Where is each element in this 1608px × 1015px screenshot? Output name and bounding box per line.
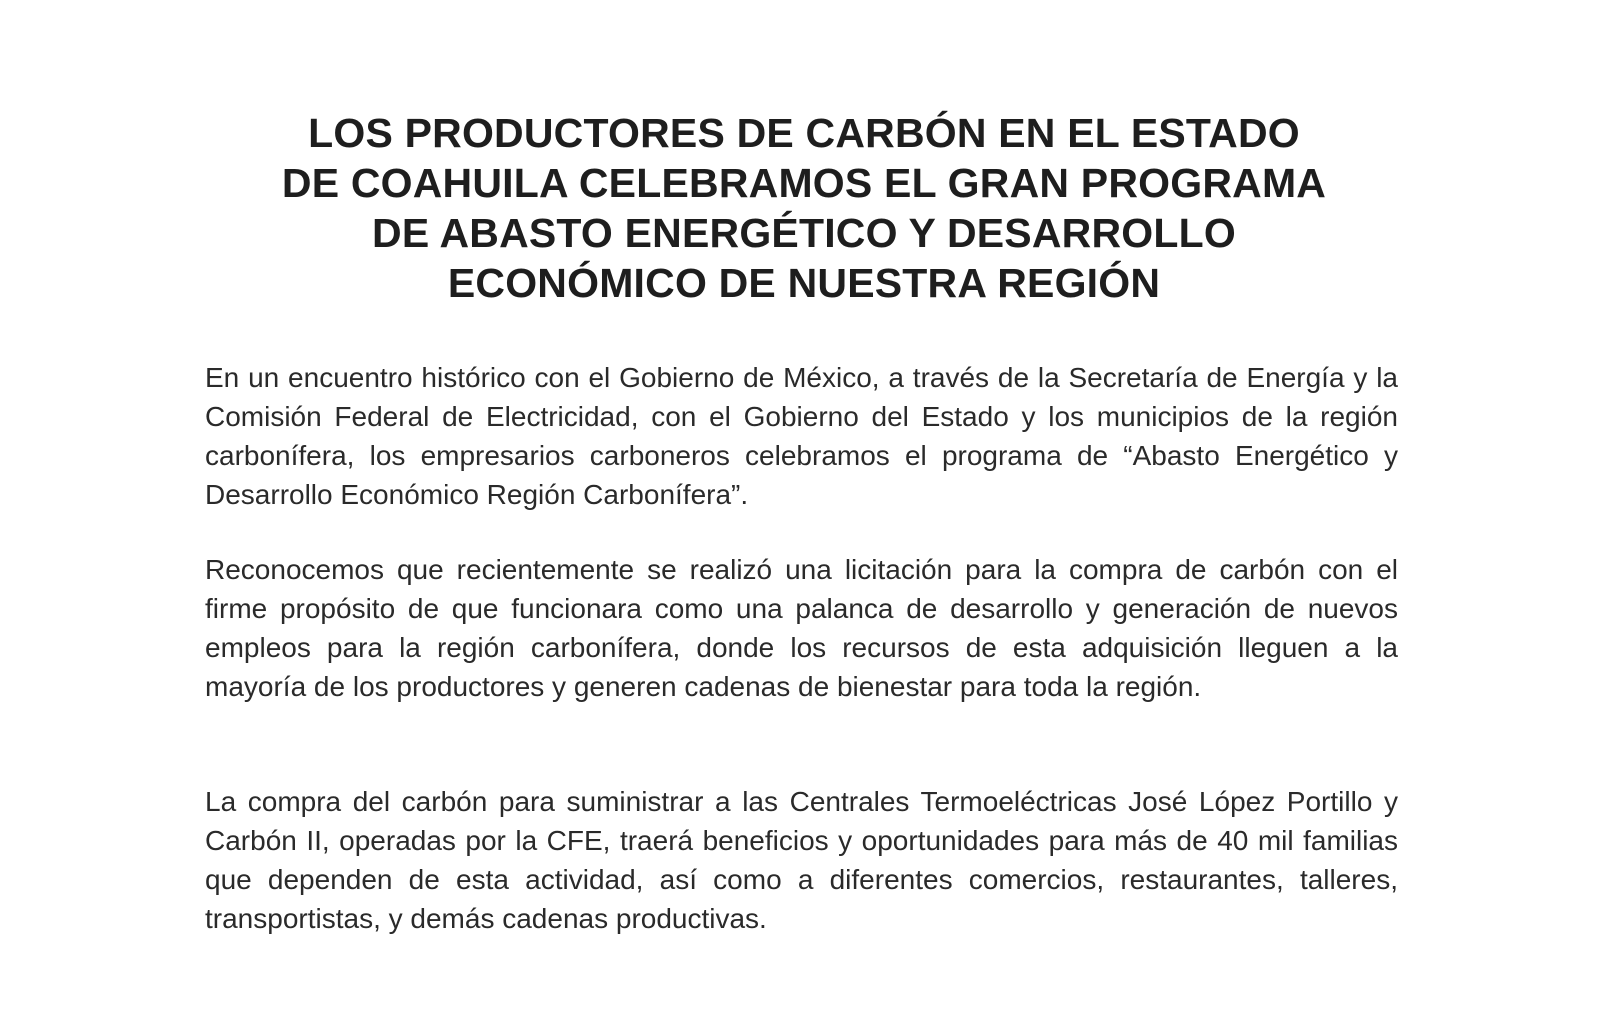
headline-line: LOS PRODUCTORES DE CARBÓN EN EL ESTADO xyxy=(308,110,1300,156)
body-paragraph-3: La compra del carbón para suministrar a las Centrales Termoeléctricas José López Portillo y Carbón II, operadas por la CFE, traerá beneficios y oportunidades para más de 40 mil familias que dependen de esta actividad, así como a diferentes comercios, restaurantes, talleres, transportistas, y demás cadenas productivas. xyxy=(205,786,1398,934)
body-paragraph-2: Reconocemos que recientemente se realizó una licitación para la compra de carbón con el firme propósito de que funcionara como una palanca de desarrollo y generación de nuevos empleos para la región carbonífera, donde los recursos de esta adquisición lleguen a la mayoría de los productores y generen cadenas de bienestar para toda la región. xyxy=(205,554,1398,702)
headline-line: DE ABASTO ENERGÉTICO Y DESARROLLO xyxy=(372,210,1236,256)
body-paragraph-1: En un encuentro histórico con el Gobierno de México, a través de la Secretaría de Energía y la Comisión Federal de Electricidad, con el Gobierno del Estado y los municipios de la región carbonífera, los empresarios carboneros celebramos el programa de “Abasto Energético y Desarrollo Económico Región Carbonífera”. xyxy=(205,362,1398,510)
document-headline xyxy=(160,108,1448,308)
headline-line: DE COAHUILA CELEBRAMOS EL GRAN PROGRAMA xyxy=(281,160,1327,206)
headline-line: ECONÓMICO DE NUESTRA REGIÓN xyxy=(447,260,1161,306)
